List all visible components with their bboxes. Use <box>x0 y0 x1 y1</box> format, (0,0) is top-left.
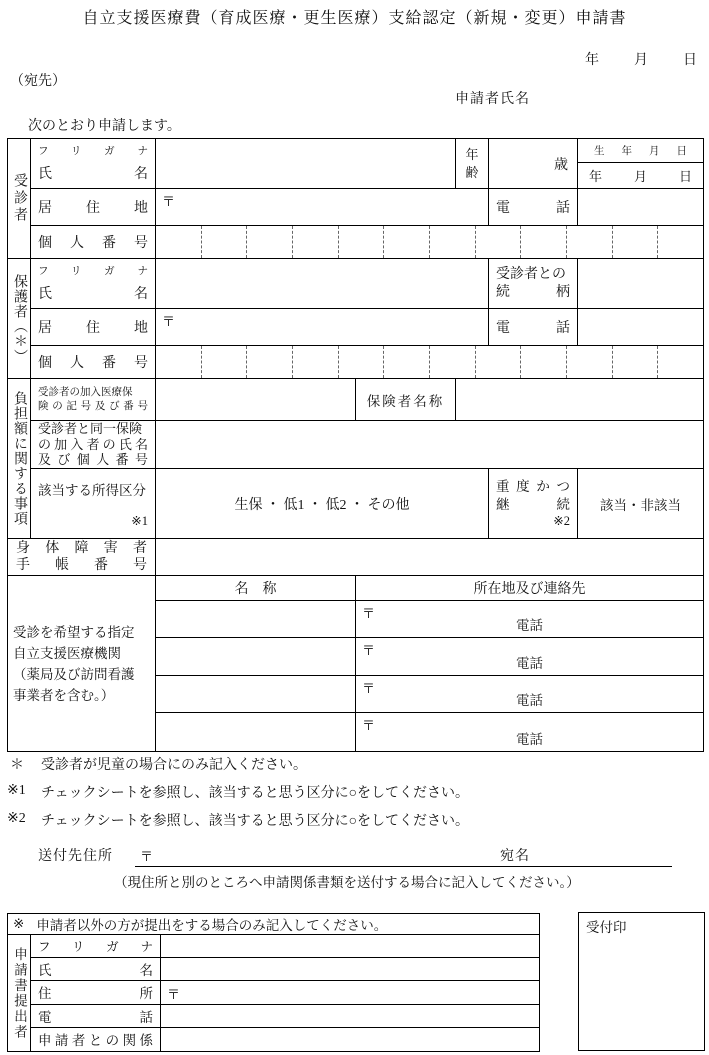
handbook-label-line2: 手帳番号 <box>16 558 147 573</box>
guardian-personal-number-label-cell <box>31 346 156 379</box>
severe-continuous-label-cell <box>489 469 578 539</box>
patient-phone-input[interactable] <box>578 189 703 226</box>
footnote-mark: ※2 <box>7 811 26 826</box>
relation-label-line2: 続柄 <box>496 284 570 300</box>
institution-name-header: 名称 <box>156 576 356 601</box>
guardian-personal-number-label: 個人番号 <box>38 356 148 371</box>
patient-furigana-label: フリガナ <box>38 146 148 157</box>
income-category-options[interactable]: 生保 ・ 低1 ・ 低2 ・ その他 <box>156 469 489 539</box>
patient-age-input[interactable] <box>489 139 578 189</box>
submitter-name-input[interactable] <box>161 958 539 981</box>
mailing-address-line <box>135 843 672 867</box>
patient-personal-number-input[interactable] <box>156 226 703 259</box>
institution-phone-label: 電話 <box>516 618 543 633</box>
submitter-header-text: 申請者以外の方が提出をする場合のみ記入してください。 <box>36 918 388 933</box>
receipt-stamp-label: 受付印 <box>586 920 627 935</box>
date-line <box>585 49 697 69</box>
main-form-table <box>7 138 704 752</box>
institution-name-input[interactable] <box>156 713 356 751</box>
date-year-label: 年 <box>585 53 599 68</box>
same-insurance-line2: の加入者の氏名 <box>38 436 148 452</box>
institution-address-input[interactable] <box>356 601 703 638</box>
mailing-address-label: 送付先住所 <box>38 849 113 864</box>
guardian-name-label: 氏名 <box>38 287 148 302</box>
birthdate-units: 年 月 日 <box>589 169 692 184</box>
submitter-phone-label: 電話 <box>38 1009 153 1025</box>
footnote-child <box>10 754 307 774</box>
guardian-relation-label-cell <box>489 259 578 309</box>
addressee-label: （宛先） <box>10 74 66 89</box>
footnote-ref2 <box>7 810 469 830</box>
severe-label-line2: 継続 <box>496 496 570 512</box>
postal-mark: 〒 <box>162 194 176 209</box>
age-unit-label: 歳 <box>554 157 568 173</box>
footnote-ref1 <box>7 782 469 802</box>
page-title: 自立支援医療費（育成医療・更生医療）支給認定（新規・変更）申請書 <box>82 10 627 27</box>
institutions-label-line2: 自立支援医療機関 <box>13 645 121 661</box>
guardian-phone-input[interactable] <box>578 309 703 346</box>
patient-section-label: 受診者 <box>8 139 31 259</box>
handbook-label-cell <box>8 539 156 576</box>
institution-name-input[interactable] <box>156 676 356 713</box>
insurer-name-label: 保険者名称 <box>356 379 456 421</box>
institution-address-input[interactable] <box>356 676 703 713</box>
submitter-address-label-cell <box>31 981 161 1004</box>
submitter-table <box>7 913 540 1052</box>
submitter-phone-input[interactable] <box>161 1005 539 1028</box>
institution-phone-label: 電話 <box>516 732 543 747</box>
severe-label-line1: 重度かつ <box>496 479 570 495</box>
footnote-text: チェックシートを参照し、該当すると思う区分に○をしてください。 <box>41 814 470 829</box>
income-category-ref: ※1 <box>131 514 148 528</box>
submitter-section-label: 申請書提出者 <box>8 935 31 1051</box>
same-insurance-label-cell <box>31 421 156 469</box>
handbook-number-input[interactable] <box>156 539 703 576</box>
burden-section-label: 負担額に関する事項 <box>8 379 31 539</box>
guardian-name-label-cell <box>31 259 156 309</box>
intro-text: 次のとおり申請します。 <box>28 119 181 134</box>
submitter-header-mark: ※ <box>13 916 25 931</box>
patient-address-label: 居住地 <box>38 201 148 216</box>
postal-mark: 〒 <box>162 314 176 329</box>
postal-mark: 〒 <box>362 643 376 658</box>
insurance-label-line2: 険の記号及び番号 <box>38 400 148 412</box>
guardian-phone-label: 電話 <box>496 321 570 336</box>
postal-mark: 〒 <box>140 849 154 864</box>
guardian-personal-number-input[interactable] <box>156 346 703 379</box>
institution-name-input[interactable] <box>156 638 356 676</box>
mailing-addressee-label: 宛名 <box>500 849 530 864</box>
patient-birthdate-cell[interactable] <box>578 139 703 189</box>
insurer-name-input[interactable] <box>456 379 703 421</box>
submitter-furigana-input[interactable] <box>161 935 539 958</box>
submitter-relation-input[interactable] <box>161 1028 539 1051</box>
postal-mark: 〒 <box>362 606 376 621</box>
patient-age-label: 年齢 <box>456 139 489 189</box>
date-month-label: 月 <box>634 53 648 68</box>
institution-address-input[interactable] <box>356 638 703 676</box>
institution-name-input[interactable] <box>156 601 356 638</box>
guardian-name-input[interactable] <box>156 259 489 309</box>
relation-label-line1: 受診者との <box>496 266 566 282</box>
guardian-address-label: 居住地 <box>38 321 148 336</box>
submitter-relation-label: 申請者との関係 <box>38 1033 153 1049</box>
submitter-address-label: 住所 <box>38 986 153 1002</box>
severe-continuous-options[interactable]: 該当・非該当 <box>578 469 703 539</box>
patient-name-label-cell <box>31 139 156 189</box>
patient-address-input[interactable] <box>156 189 489 226</box>
postal-mark: 〒 <box>362 718 376 733</box>
patient-name-input[interactable] <box>156 139 456 189</box>
postal-mark: 〒 <box>167 987 181 1003</box>
same-insurance-line3: 及び個人番号 <box>38 452 148 468</box>
footnote-text: チェックシートを参照し、該当すると思う区分に○をしてください。 <box>41 786 470 801</box>
postal-mark: 〒 <box>362 681 376 696</box>
institutions-label-line4: 事業者を含む。） <box>13 687 115 703</box>
submitter-phone-label-cell <box>31 1005 161 1028</box>
patient-name-label: 氏名 <box>38 167 148 182</box>
institution-phone-label: 電話 <box>516 693 543 708</box>
income-category-label: 該当する所得区分 <box>38 483 146 498</box>
insurance-label-line1: 受診者の加入医療保 <box>38 387 133 399</box>
income-category-label-cell <box>31 469 156 539</box>
applicant-name-label: 申請者氏名 <box>455 92 530 107</box>
submitter-header <box>8 914 539 935</box>
patient-phone-label-cell <box>489 189 578 226</box>
institutions-label-line1: 受診を希望する指定 <box>13 624 135 640</box>
handbook-label-line1: 身体障害者 <box>16 541 147 556</box>
submitter-name-label-cell <box>31 958 161 981</box>
footnote-text: 受診者が児童の場合にのみ記入ください。 <box>41 758 307 773</box>
receipt-stamp-box <box>578 912 705 1051</box>
same-insurance-line1: 受診者と同一保険 <box>38 421 143 437</box>
patient-personal-number-label: 個人番号 <box>38 236 148 251</box>
insurance-number-input[interactable] <box>156 379 356 421</box>
institution-location-header: 所在地及び連絡先 <box>356 576 703 601</box>
submitter-furigana-label: フリガナ <box>38 940 153 955</box>
mailing-note: （現住所と別のところへ申請関係書類を送付する場合に記入してください。） <box>114 875 580 890</box>
severe-ref: ※2 <box>553 513 570 528</box>
guardian-address-input[interactable] <box>156 309 489 346</box>
insurance-label-cell <box>31 379 156 421</box>
submitter-address-input[interactable] <box>161 981 539 1004</box>
submitter-relation-label-cell <box>31 1028 161 1051</box>
same-insurance-input[interactable] <box>156 421 703 469</box>
institutions-label-line3: （薬局及び訪問看護 <box>13 666 135 682</box>
footnote-mark: ＊ <box>10 758 24 773</box>
guardian-relation-input[interactable] <box>578 259 703 309</box>
guardian-phone-label-cell <box>489 309 578 346</box>
institution-phone-label: 電話 <box>516 656 543 671</box>
guardian-furigana-label: フリガナ <box>38 266 148 277</box>
submitter-name-label: 氏名 <box>38 963 153 979</box>
guardian-section-label: 保護者（＊） <box>8 259 31 379</box>
institutions-label-cell <box>8 576 156 751</box>
birthdate-label: 生年月日 <box>594 146 687 157</box>
institution-address-input[interactable] <box>356 713 703 751</box>
patient-address-label-cell <box>31 189 156 226</box>
submitter-furigana-label-cell <box>31 935 161 958</box>
patient-personal-number-label-cell <box>31 226 156 259</box>
guardian-address-label-cell <box>31 309 156 346</box>
footnote-mark: ※1 <box>7 783 26 798</box>
date-day-label: 日 <box>683 53 697 68</box>
patient-phone-label: 電話 <box>496 201 570 216</box>
